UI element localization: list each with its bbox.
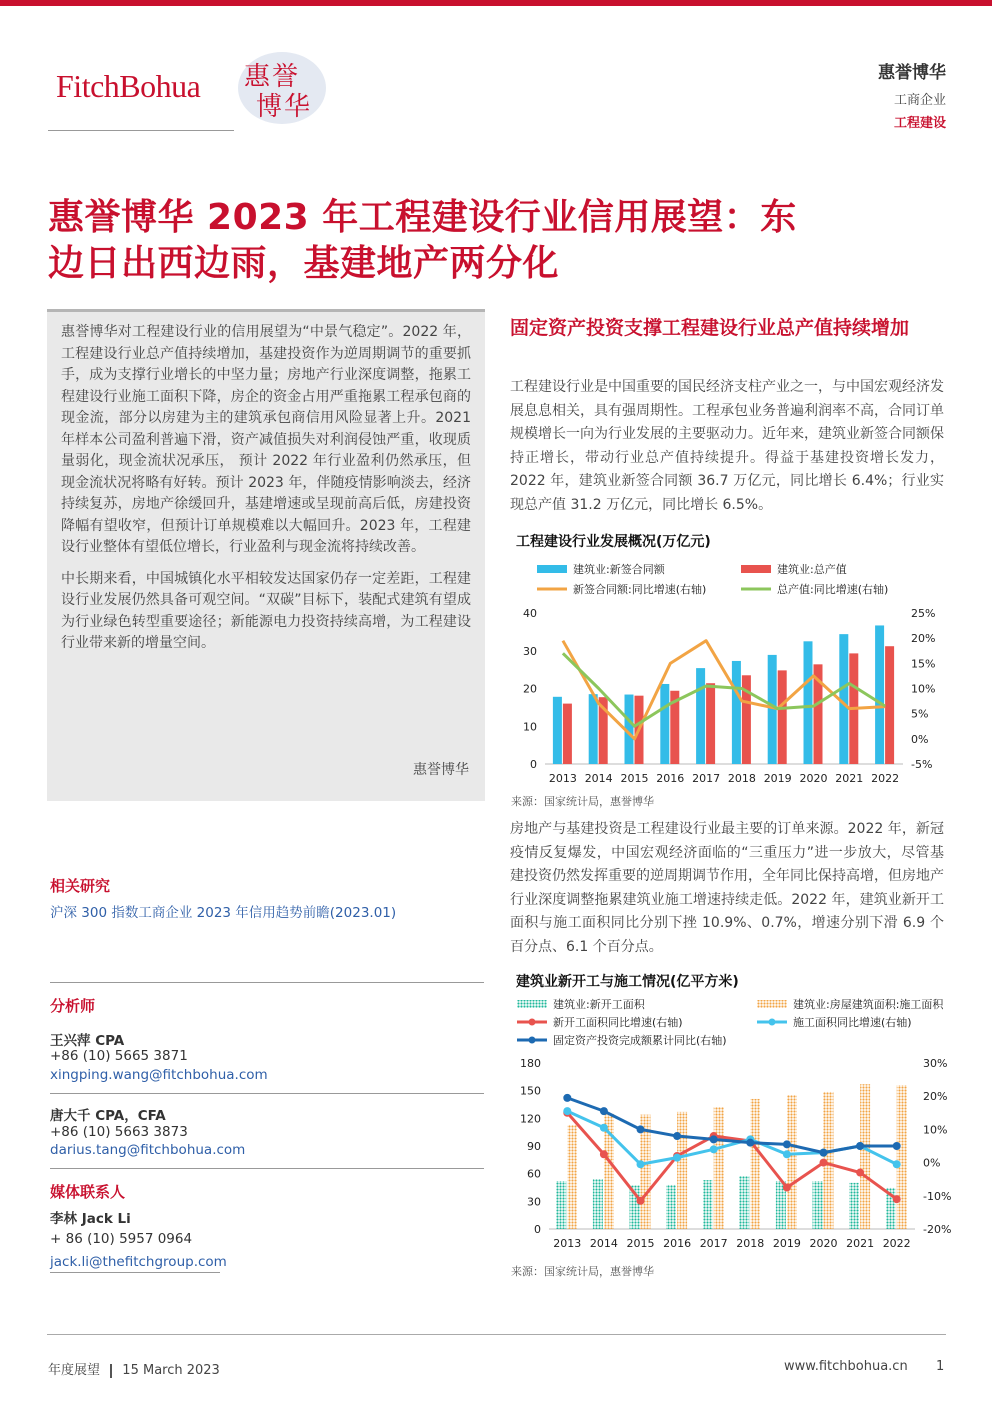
bar [556, 1181, 566, 1229]
bar [593, 1179, 603, 1229]
media-email-underline [50, 1272, 220, 1273]
analyst-divider [50, 1093, 484, 1094]
legend-label: 建筑业:房屋建筑面积:施工面积 [793, 998, 944, 1011]
y-tick-label: 0 [534, 1223, 541, 1236]
legend-label: 施工面积同比增速(右轴) [793, 1016, 912, 1029]
y-tick-label: 90 [527, 1140, 541, 1153]
bar [885, 646, 894, 764]
header-meta [878, 58, 946, 131]
data-point [637, 1125, 645, 1133]
legend-swatch [537, 565, 567, 573]
bar [703, 1180, 713, 1229]
x-tick-label: 2015 [626, 1237, 655, 1250]
top-accent-bar [0, 0, 992, 6]
x-tick-label: 2013 [553, 1237, 582, 1250]
chart2-construction-area [505, 993, 952, 1255]
bar [778, 670, 787, 764]
legend-marker [769, 1019, 776, 1026]
bar [567, 1125, 577, 1229]
y2-tick-label: 20% [911, 632, 936, 646]
legend-label: 建筑业:总产值 [777, 563, 847, 576]
data-point [783, 1184, 791, 1192]
x-tick-label: 2022 [871, 772, 900, 785]
bar [589, 694, 598, 764]
x-tick-label: 2017 [699, 1237, 728, 1250]
bar [696, 668, 705, 764]
data-point [856, 1142, 864, 1150]
analyst-phone: +86 (10) 5665 3871 [50, 1048, 188, 1064]
bar [739, 1176, 749, 1229]
footer-left [48, 1359, 220, 1378]
analyst-name: 王兴萍 CPA [50, 1033, 125, 1049]
footer-report-type: 年度展望 [48, 1363, 101, 1378]
bar [732, 661, 741, 764]
footer-date: 15 March 2023 [122, 1363, 220, 1378]
analyst-heading: 分析师 [50, 997, 96, 1015]
logo-divider [48, 130, 234, 131]
bar [875, 625, 884, 764]
media-contact-name: 李林 Jack Li [50, 1211, 131, 1227]
header-subsector: 工程建设 [893, 116, 946, 131]
data-point [600, 1124, 608, 1132]
bar [553, 697, 562, 764]
bar [897, 1085, 907, 1229]
legend-swatch [741, 565, 771, 573]
chart1-title: 工程建设行业发展概况(万亿元) [516, 534, 711, 550]
chart1-industry-overview [505, 553, 945, 791]
data-point [673, 1132, 681, 1140]
legend-marker [529, 1019, 536, 1026]
y-tick-label: 20 [523, 682, 537, 696]
legend-label: 总产值:同比增速(右轴) [777, 583, 889, 596]
y2-tick-label: 20% [923, 1090, 948, 1104]
x-tick-label: 2014 [589, 1237, 618, 1250]
title-line-2: 边日出西边雨，基建地产两分化 [48, 243, 560, 284]
y-tick-label: 150 [520, 1084, 541, 1098]
x-tick-label: 2018 [727, 772, 756, 785]
bar [804, 641, 813, 764]
y2-tick-label: 0% [923, 1156, 941, 1170]
media-contact-phone: + 86 (10) 5957 0964 [50, 1231, 193, 1247]
data-point [673, 1154, 681, 1162]
summary-paragraph-1: 惠誉博华对工程建设行业的信用展望为“中景气稳定”。2022 年，工程建设行业总产值持续增加，基建投资作为逆周期调节的重要抓手，成为支撑行业增长的中坚力量；房地产行业深度调整，拖累工程建设行业施工面积下降，房企的资金占用严重拖累工程承包商的现金流，部分以房建为主的建筑承包商信用风险显著上升。2021 年样本公司盈利普遍下滑，资产减值损失对利润侵蚀严重，收现质量弱化，现金流状况承压， 预计 2022 年行业盈利仍然承压，但现金流状况将略有好转。预计 2023 年，伴随疫情影响淡去，经济持续复苏，房地产徐缓回升，基建增速或呈现前高后低，房建投资降幅有望收窄，但预计订单规模难以大幅回升。2023 年，工程建设行业整体有望低位增长，行业盈利与现金流将持续改善。 [61, 324, 471, 555]
legend-label: 建筑业:新签合同额 [573, 563, 665, 576]
y2-tick-label: 15% [911, 657, 936, 671]
data-point [856, 1169, 864, 1177]
title-line-1: 惠誉博华 2023 年工程建设行业信用展望：东 [48, 197, 797, 238]
x-tick-label: 2018 [736, 1237, 765, 1250]
bar [666, 1185, 676, 1229]
data-point [600, 1150, 608, 1158]
y-tick-label: 120 [520, 1112, 541, 1126]
y-tick-label: 10 [523, 720, 537, 734]
data-point [893, 1142, 901, 1150]
x-tick-label: 2020 [809, 1237, 838, 1250]
fitchbohua-logo [52, 52, 332, 132]
summary-box [47, 309, 485, 801]
sidebar-divider [50, 982, 484, 983]
legend-label: 固定资产投资完成额累计同比(右轴) [553, 1034, 727, 1047]
related-research-heading: 相关研究 [50, 877, 111, 895]
legend-label: 新开工面积同比增速(右轴) [553, 1016, 683, 1029]
x-tick-label: 2021 [846, 1237, 875, 1250]
y-tick-label: 180 [520, 1057, 541, 1070]
chart1-source: 来源：国家统计局，惠誉博华 [511, 795, 654, 808]
bar [706, 683, 715, 764]
data-point [710, 1135, 718, 1143]
page-title [48, 195, 928, 287]
y2-tick-label: 30% [923, 1057, 948, 1070]
x-tick-label: 2017 [692, 772, 721, 785]
bar [677, 1112, 687, 1229]
y-tick-label: 40 [523, 607, 537, 620]
legend-swatch [757, 1000, 787, 1008]
legend-label: 新签合同额:同比增速(右轴) [573, 583, 707, 596]
data-point [637, 1160, 645, 1168]
section-paragraph-2: 房地产与基建投资是工程建设行业最主要的订单来源。2022 年，新冠疫情反复爆发，中国宏观经济面临的“三重压力”进一步放大，尽管基建投资仍然发挥重要的逆周期调节作用，全年同比保持高增，但房地产行业深度调整拖累建筑业施工增速持续走低。2022 年，建筑业新开工面积与施工面积同比分别下挫 10.9%、0.7%，增速分别下滑 6.9 个百分点、6.1 个百分点。 [510, 821, 944, 955]
data-point [746, 1139, 754, 1147]
logo-wordmark: FitchBohua [56, 68, 201, 104]
bar [860, 1084, 870, 1229]
summary-signature: 惠誉博华 [413, 762, 469, 778]
bar [750, 1099, 760, 1229]
bar [813, 1181, 823, 1229]
data-point [893, 1195, 901, 1203]
data-point [893, 1160, 901, 1168]
y-tick-label: 0 [530, 758, 537, 771]
media-contact-heading: 媒体联系人 [50, 1183, 126, 1201]
bar [714, 1107, 724, 1229]
bar [787, 1095, 797, 1229]
x-tick-label: 2021 [835, 772, 864, 785]
data-point [563, 1107, 571, 1115]
bar [660, 684, 669, 764]
analyst-email[interactable]: darius.tang@fitchbohua.com [50, 1142, 246, 1158]
data-point [563, 1094, 571, 1102]
x-tick-label: 2013 [548, 772, 577, 785]
analyst-email[interactable]: xingping.wang@fitchbohua.com [50, 1067, 268, 1083]
legend-marker [529, 1037, 536, 1044]
header-sector: 工商企业 [893, 93, 946, 108]
data-point [600, 1107, 608, 1115]
y2-tick-label: 25% [911, 607, 936, 620]
footer-url[interactable]: www.fitchbohua.cn [784, 1359, 908, 1374]
media-contact-email[interactable]: jack.li@thefitchgroup.com [50, 1254, 227, 1270]
x-tick-label: 2014 [584, 772, 613, 785]
x-tick-label: 2019 [763, 772, 792, 785]
x-tick-label: 2016 [663, 1237, 692, 1250]
logo-seal-text-1: 惠誉 [244, 62, 301, 92]
x-tick-label: 2022 [882, 1237, 911, 1250]
y-tick-label: 30 [527, 1195, 541, 1209]
y-tick-label: 60 [527, 1167, 541, 1181]
data-point [637, 1197, 645, 1205]
bar [849, 1183, 859, 1229]
series-line [567, 1113, 896, 1201]
y2-tick-label: 5% [911, 707, 929, 721]
section-paragraph-1: 工程建设行业是中国重要的国民经济支柱产业之一，与中国宏观经济发展息息相关，具有强周期性。工程承包业务普遍利润率不高，合同订单规模增长一向为行业发展的主要驱动力。近年来，建筑业新签合同额保持正增长，带动行业总产值持续提升。得益于基建投资增长发力，2022 年，建筑业新签合同额 36.7 万亿元，同比增长 6.4%；行业实现总产值 31.2 万亿元，同比增长 6.5%。 [510, 379, 944, 513]
legend-swatch [517, 1000, 547, 1008]
section-heading: 固定资产投资支撑工程建设行业总产值持续增加 [510, 317, 910, 339]
y-tick-label: 30 [523, 644, 537, 658]
chart2-source: 来源：国家统计局，惠誉博华 [511, 1265, 654, 1278]
y2-tick-label: -10% [923, 1189, 952, 1203]
y2-tick-label: 10% [911, 682, 936, 696]
data-point [820, 1149, 828, 1157]
x-tick-label: 2020 [799, 772, 828, 785]
footer-page-number: 1 [936, 1359, 945, 1374]
x-tick-label: 2015 [620, 772, 649, 785]
bar [563, 704, 572, 764]
header-brand: 惠誉博华 [878, 63, 946, 83]
summary-paragraph-2: 中长期来看，中国城镇化水平相较发达国家仍存一定差距，工程建设行业发展仍然具备可观空间。“双碳”目标下，装配式建筑有望成为行业绿色转型重要途径；新能源电力投资持续高增，为工程建设行业带来新的增量空间。 [61, 570, 471, 651]
footer-divider [47, 1334, 946, 1335]
data-point [820, 1159, 828, 1167]
related-research-link[interactable]: 沪深 300 指数工商企业 2023 年信用趋势前瞻(2023.01) [50, 905, 397, 921]
analyst-name: 唐大千 CPA，CFA [50, 1108, 166, 1124]
x-tick-label: 2016 [656, 772, 685, 785]
data-point [783, 1140, 791, 1148]
media-divider [50, 1168, 484, 1169]
chart2-title: 建筑业新开工与施工情况(亿平方米) [516, 974, 739, 990]
x-tick-label: 2019 [772, 1237, 801, 1250]
y2-tick-label: -5% [911, 758, 933, 771]
data-point [783, 1150, 791, 1158]
y2-tick-label: -20% [923, 1223, 952, 1236]
y2-tick-label: 0% [911, 732, 929, 746]
logo-seal-text-2: 博华 [256, 92, 313, 122]
data-point [710, 1145, 718, 1153]
y2-tick-label: 10% [923, 1123, 948, 1137]
analyst-phone: +86 (10) 5663 3873 [50, 1124, 188, 1140]
legend-label: 建筑业:新开工面积 [553, 998, 645, 1011]
